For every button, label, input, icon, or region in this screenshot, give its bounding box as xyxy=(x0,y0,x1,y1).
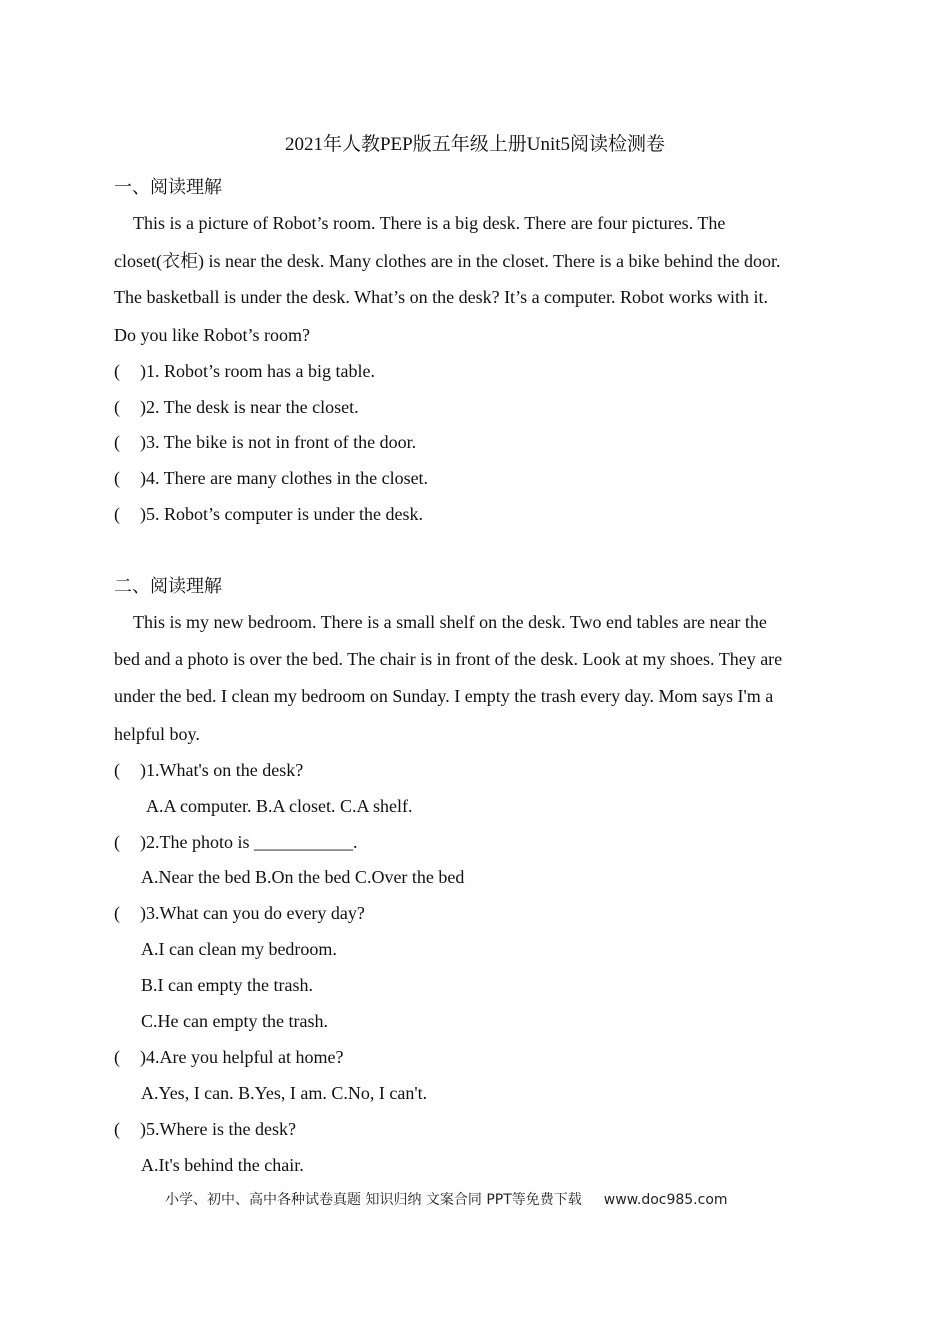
footer xyxy=(165,1190,728,1210)
section1-passage-line: closet(衣柜) is near the desk. Many clothes are in the closet. There is a bike behind the door. xyxy=(114,251,781,271)
section2-question-3: ( )3.What can you do every day? xyxy=(114,903,365,923)
answer-paren[interactable]: ( xyxy=(114,1047,120,1067)
question-3-option-b: B.I can empty the trash. xyxy=(141,975,313,995)
question-3-option-a: A.I can clean my bedroom. xyxy=(141,939,337,959)
section2-passage-line: under the bed. I clean my bedroom on Sunday. I empty the trash every day. Mom says I'm a xyxy=(114,686,774,706)
section1-passage-line: Do you like Robot’s room? xyxy=(114,325,310,345)
question-2-options: A.Near the bed B.On the bed C.Over the bed xyxy=(141,867,465,887)
section2-question-1: ( )1.What's on the desk? xyxy=(114,760,304,780)
answer-paren[interactable]: ( xyxy=(114,361,120,381)
section1-question-5: ( )5. Robot’s computer is under the desk. xyxy=(114,504,423,524)
section1-passage-line: This is a picture of Robot’s room. There is a big desk. There are four pictures. The xyxy=(133,213,726,233)
answer-paren[interactable]: ( xyxy=(114,468,120,488)
answer-paren[interactable]: ( xyxy=(114,760,120,780)
section1-question-2: ( )2. The desk is near the closet. xyxy=(114,397,359,417)
answer-paren[interactable]: ( xyxy=(114,1119,120,1139)
section2-question-5: ( )5.Where is the desk? xyxy=(114,1119,296,1139)
question-5-option-a: A.It's behind the chair. xyxy=(141,1155,304,1175)
answer-paren[interactable]: ( xyxy=(114,832,120,852)
answer-paren[interactable]: ( xyxy=(114,397,120,417)
section1-question-3: ( )3. The bike is not in front of the door. xyxy=(114,432,417,452)
footer-url-link[interactable]: www.doc985.com xyxy=(603,1192,728,1208)
section1-passage-line: The basketball is under the desk. What’s on the desk? It’s a computer. Robot works with it. xyxy=(114,287,769,307)
section2-passage-line: This is my new bedroom. There is a small shelf on the desk. Two end tables are near the xyxy=(133,612,767,632)
page-title: 2021年人教PEP版五年级上册Unit5阅读检测卷 xyxy=(284,134,666,155)
question-3-option-c: C.He can empty the trash. xyxy=(141,1011,328,1031)
footer-text: 小学、初中、高中各种试卷真题 知识归纳 文案合同 PPT等免费下载 xyxy=(165,1192,582,1208)
section1-question-4: ( )4. There are many clothes in the closet. xyxy=(114,468,429,488)
answer-paren[interactable]: ( xyxy=(114,432,120,452)
section2-passage-line: bed and a photo is over the bed. The chair is in front of the desk. Look at my shoes. They are xyxy=(114,649,783,669)
section2-question-2: ( )2.The photo is ___________. xyxy=(114,832,358,852)
answer-paren[interactable]: ( xyxy=(114,504,120,524)
section2-question-4: ( )4.Are you helpful at home? xyxy=(114,1047,344,1067)
section1-question-1: ( )1. Robot’s room has a big table. xyxy=(114,361,375,381)
section1-heading: 一、阅读理解 xyxy=(114,177,222,197)
question-1-options: A.A computer. B.A closet. C.A shelf. xyxy=(146,796,413,816)
section2-heading: 二、阅读理解 xyxy=(114,576,222,596)
answer-paren[interactable]: ( xyxy=(114,903,120,923)
question-4-options: A.Yes, I can. B.Yes, I am. C.No, I can't. xyxy=(141,1083,428,1103)
section2-passage-line: helpful boy. xyxy=(114,724,200,744)
